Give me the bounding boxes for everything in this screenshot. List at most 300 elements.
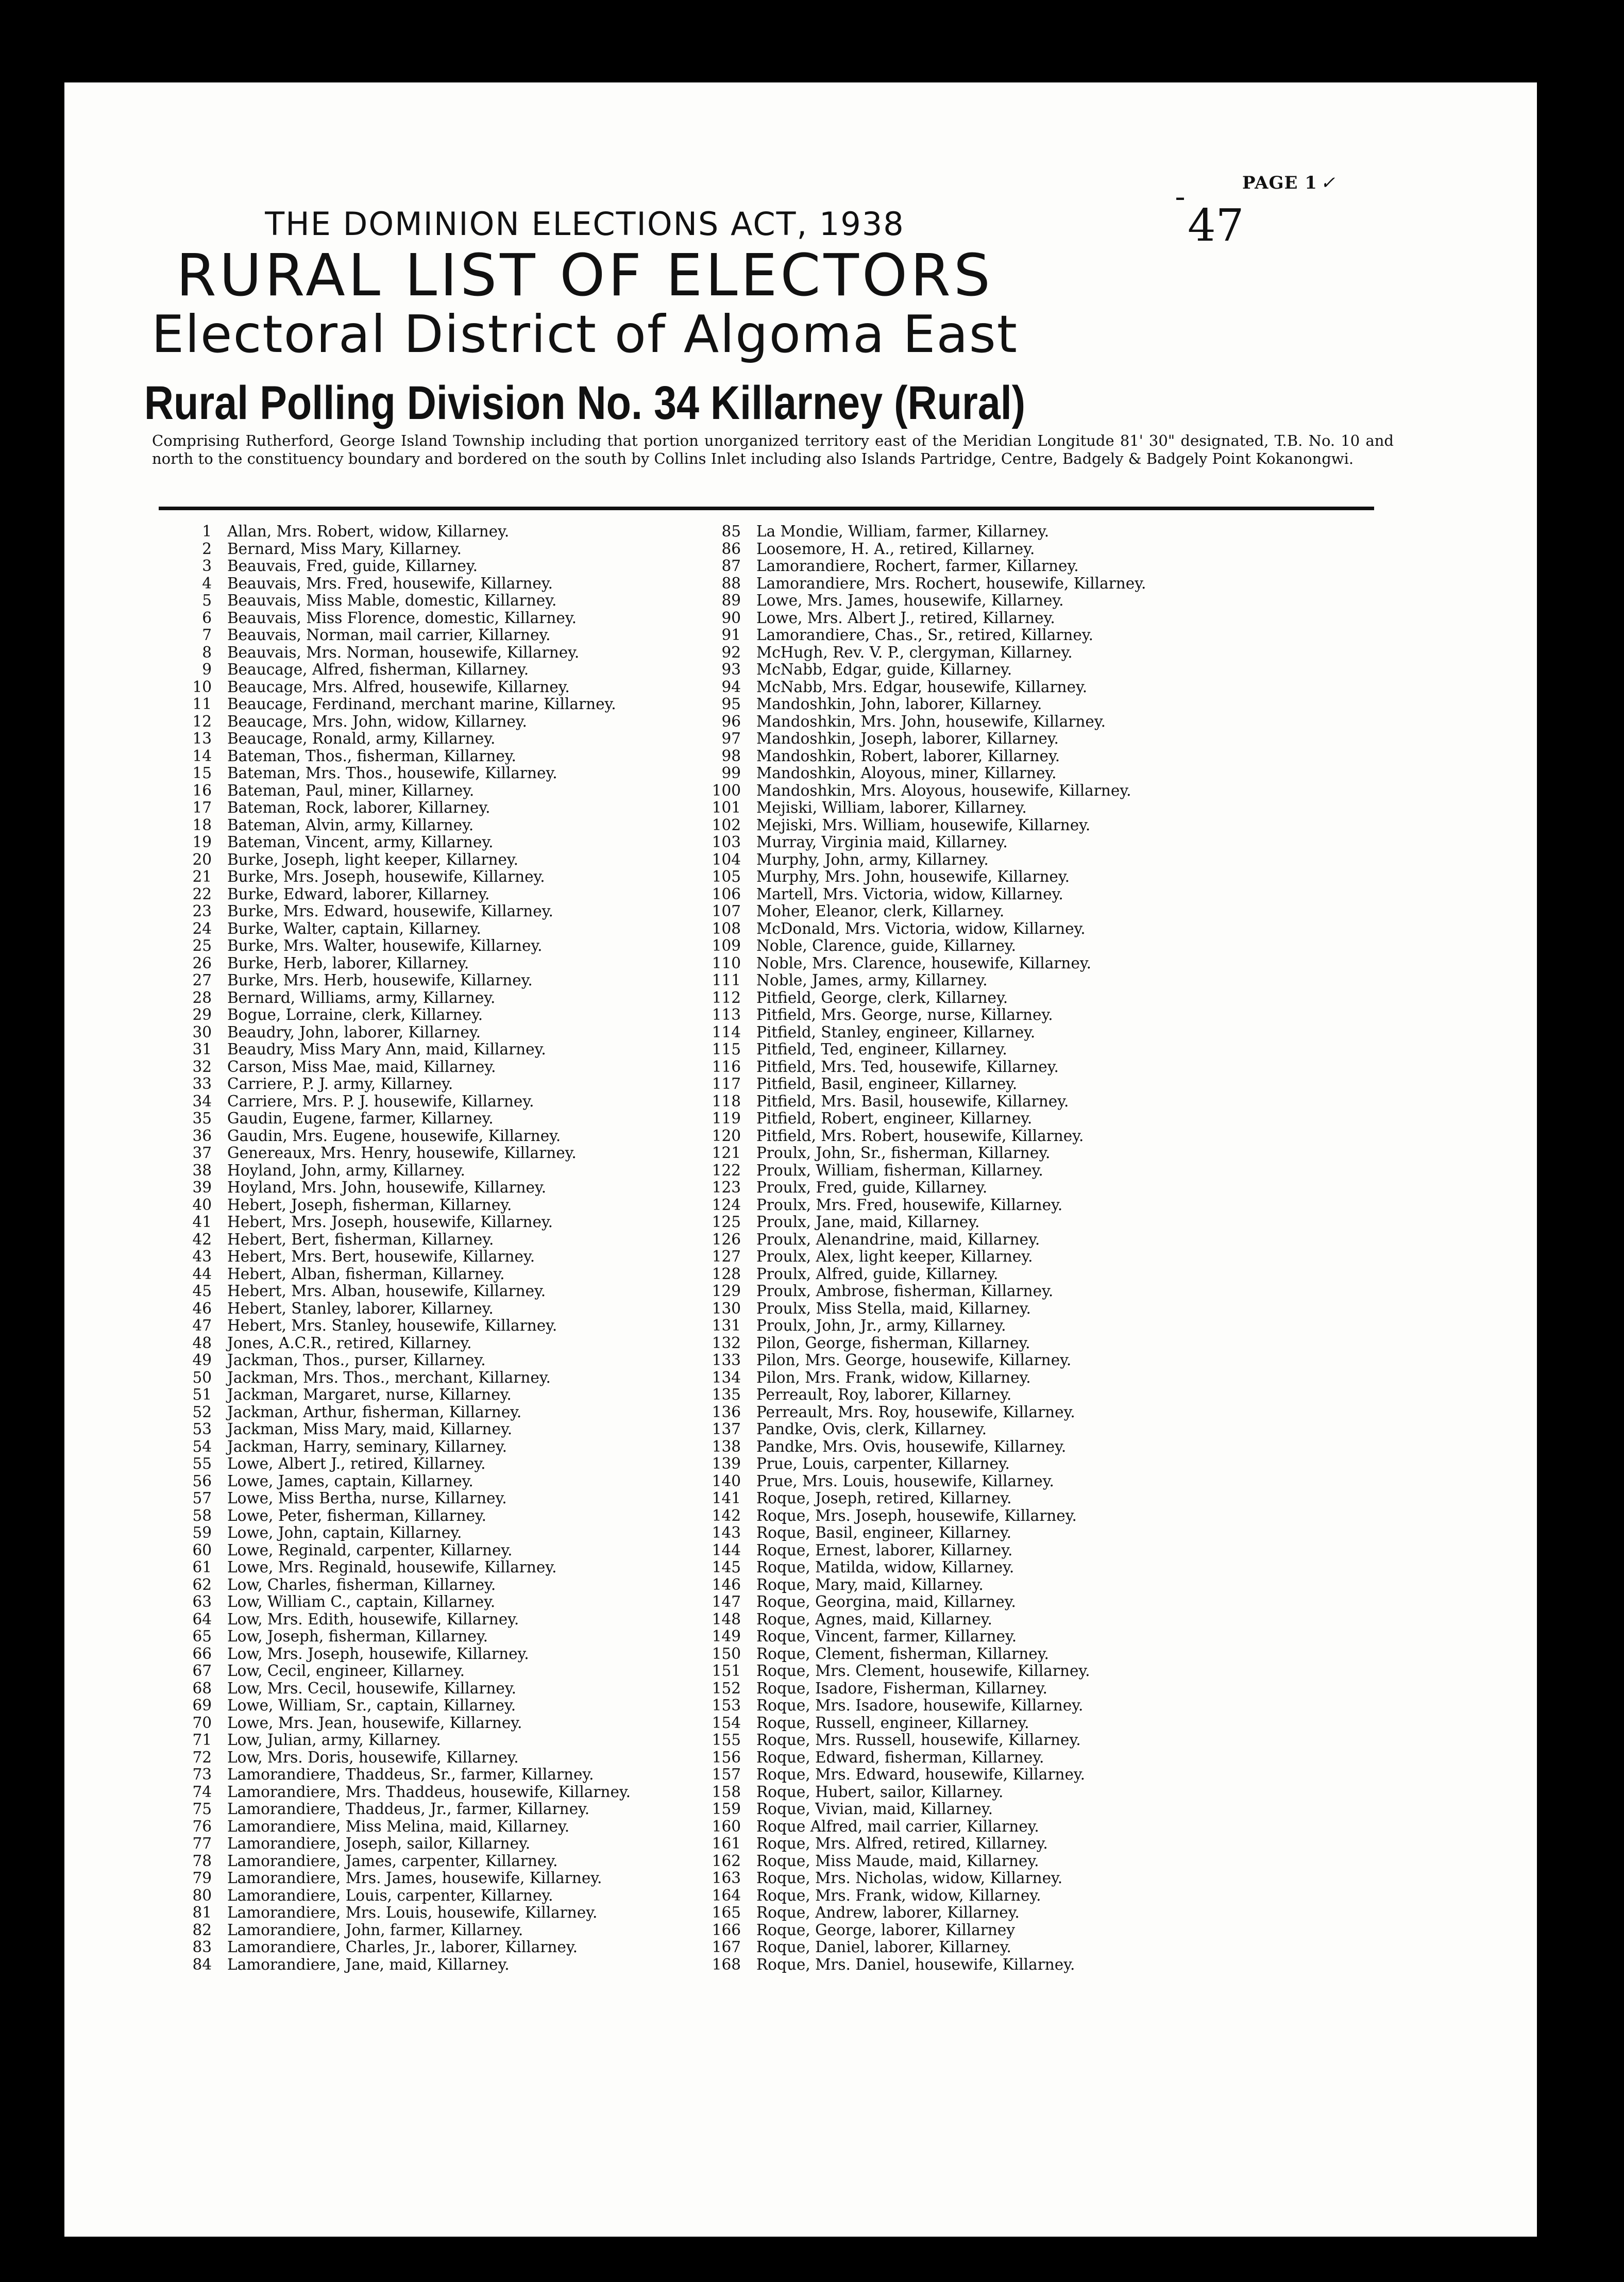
elector-entry [712,902,1146,920]
elector-number: 30 [192,1023,212,1041]
elector-entry [202,540,631,558]
elector-entry [192,1351,631,1369]
elector-number: 15 [192,764,212,782]
elector-entry [712,1092,1146,1111]
list-title: RURAL LIST OF ELECTORS [176,242,994,309]
elector-entry [712,971,1146,989]
elector-number: 17 [192,799,212,816]
elector-entry [192,1075,631,1093]
elector-entry [712,1161,1146,1180]
elector-entry [192,1437,631,1456]
elector-number: 70 [192,1714,212,1732]
elector-name: Hebert, Mrs. Stanley, housewife, Killarney. [227,1317,557,1334]
division-description: Comprising Rutherford, George Island Township including that portion unorganized territory east of the Meridian Longitude 81' 30" designated, T.B. No. 10 and north to the constituency boundary and bordered on the south by Collins Inlet including also Islands Partridge, Centre, Badgely & Badgely Point Kokanongwi. [152,432,1394,467]
elector-name: La Mondie, William, farmer, Killarney. [756,523,1050,540]
elector-number: 14 [192,747,212,765]
elector-name: Low, Joseph, fisherman, Killarney. [227,1627,488,1645]
elector-name: Burke, Edward, laborer, Killarney. [227,885,490,903]
elector-name: Low, Mrs. Joseph, housewife, Killarney. [227,1645,529,1663]
document-page [64,82,1537,2237]
elector-name: Carson, Miss Mae, maid, Killarney. [227,1058,496,1076]
elector-name: Genereaux, Mrs. Henry, housewife, Killarney. [227,1144,577,1162]
elector-entry [192,1697,631,1715]
elector-number: 32 [192,1058,212,1076]
elector-number: 51 [192,1386,212,1403]
elector-entry [192,1179,631,1197]
elector-entry [712,1455,1146,1473]
elector-name: Beaucage, Ferdinand, merchant marine, Killarney. [227,695,616,713]
elector-name: Proulx, Ambrose, fisherman, Killarney. [756,1282,1054,1300]
elector-entry [202,557,631,575]
elector-number: 45 [192,1282,212,1300]
elector-entry [712,1766,1146,1784]
elector-number: 152 [712,1679,741,1697]
elector-number: 4 [202,574,212,592]
elector-number: 150 [712,1645,741,1663]
elector-number: 21 [192,868,212,885]
elector-name: Pandke, Ovis, clerk, Killarney. [756,1420,987,1438]
elector-number: 79 [192,1869,212,1887]
elector-entry [712,1886,1146,1905]
elector-entry [192,1748,631,1767]
elector-name: Low, Mrs. Doris, housewife, Killarney. [227,1748,519,1766]
elector-name: Roque, Vincent, farmer, Killarney. [756,1627,1017,1645]
elector-name: Mandoshkin, Mrs. Aloyous, housewife, Killarney. [756,781,1131,799]
elector-entry [712,1334,1146,1352]
elector-name: Hebert, Mrs. Bert, housewife, Killarney. [227,1248,535,1265]
elector-name: Gaudin, Mrs. Eugene, housewife, Killarney. [227,1127,561,1145]
elector-entry [192,868,631,886]
elector-number: 159 [712,1800,741,1818]
elector-name: Pitfield, Mrs. Ted, housewife, Killarney. [756,1058,1059,1076]
elector-name: Roque, Agnes, maid, Killarney. [756,1610,992,1628]
elector-entry [721,557,1146,575]
elector-name: Pitfield, Robert, engineer, Killarney. [756,1110,1033,1127]
elector-entry [712,1058,1146,1076]
elector-number: 127 [712,1248,741,1265]
elector-name: Lowe, John, captain, Killarney. [227,1524,462,1541]
elector-number: 163 [712,1869,741,1887]
elector-name: Bateman, Alvin, army, Killarney. [227,816,474,834]
elector-number: 162 [712,1852,741,1870]
elector-name: Hebert, Mrs. Joseph, housewife, Killarney. [227,1213,553,1231]
elector-name: Beauvais, Mrs. Norman, housewife, Killarney. [227,643,580,661]
elector-entry [192,850,631,869]
elector-entry [721,643,1146,662]
elector-number: 2 [202,540,212,558]
elector-number: 95 [721,695,741,713]
elector-name: Lamorandiere, Mrs. James, housewife, Killarney. [227,1869,602,1887]
elector-number: 155 [712,1731,741,1749]
elector-entry [192,1714,631,1732]
elector-number: 85 [721,523,741,540]
elector-entry [721,747,1146,765]
elector-name: Roque Alfred, mail carrier, Killarney. [756,1817,1039,1835]
elector-name: Prue, Mrs. Louis, housewife, Killarney. [756,1472,1054,1490]
elector-entry [192,1886,631,1905]
elector-name: Hoyland, John, army, Killarney. [227,1161,465,1179]
elector-entry [712,1248,1146,1266]
elector-entry [192,1766,631,1784]
elector-name: Beauvais, Miss Florence, domestic, Killarney. [227,609,577,627]
elector-number: 121 [712,1144,741,1162]
elector-entry [192,1420,631,1438]
elector-name: Lowe, Peter, fisherman, Killarney. [227,1506,487,1524]
elector-name: Low, William C., captain, Killarney. [227,1593,496,1610]
elector-name: Lamorandiere, Thaddeus, Sr., farmer, Killarney. [227,1766,594,1783]
elector-name: McNabb, Mrs. Edgar, housewife, Killarney. [756,678,1088,696]
elector-entry [192,695,631,713]
elector-name: Roque, Daniel, laborer, Killarney. [756,1938,1011,1956]
elector-entry [712,1230,1146,1249]
elector-entry [712,988,1146,1007]
elector-name: Roque, Joseph, retired, Killarney. [756,1489,1012,1507]
divider-rule [159,507,1374,510]
elector-number: 168 [712,1955,741,1973]
elector-number: 101 [712,799,741,816]
elector-name: Lowe, Miss Bertha, nurse, Killarney. [227,1489,507,1507]
elector-entry [202,592,631,610]
elector-name: Moher, Eleanor, clerk, Killarney. [756,902,1005,920]
elector-entry [712,1110,1146,1128]
elector-name: Beaucage, Mrs. Alfred, housewife, Killarney. [227,678,570,696]
elector-number: 48 [192,1334,212,1352]
elector-number: 33 [192,1075,212,1093]
elector-number: 38 [192,1161,212,1179]
elector-entry [712,1697,1146,1715]
elector-number: 74 [192,1783,212,1801]
elector-name: Roque, Mrs. Alfred, retired, Killarney. [756,1835,1048,1852]
elector-name: Beauvais, Fred, guide, Killarney. [227,557,478,575]
elector-number: 1 [202,523,212,540]
elector-number: 102 [712,816,741,834]
elector-number: 75 [192,1800,212,1818]
elector-entry [721,661,1146,679]
elector-entry [192,1938,631,1956]
elector-number: 81 [192,1904,212,1921]
elector-name: Jackman, Mrs. Thos., merchant, Killarney. [227,1368,551,1386]
elector-number: 60 [192,1541,212,1559]
elector-entry [192,678,631,696]
elector-number: 7 [202,626,212,644]
elector-number: 148 [712,1610,741,1628]
elector-entry [192,1817,631,1836]
elector-entry [192,1835,631,1853]
elector-number: 16 [192,781,212,799]
elector-number: 13 [192,730,212,747]
elector-name: Jackman, Thos., purser, Killarney. [227,1351,486,1369]
elector-name: Roque, Edward, fisherman, Killarney. [756,1748,1044,1766]
elector-name: Proulx, Mrs. Fred, housewife, Killarney. [756,1196,1063,1214]
elector-entry [712,1610,1146,1629]
elector-number: 146 [712,1575,741,1593]
elector-name: Bateman, Thos., fisherman, Killarney. [227,747,516,765]
elector-number: 88 [721,574,741,592]
elector-name: Low, Charles, fisherman, Killarney. [227,1575,496,1593]
elector-name: McNabb, Edgar, guide, Killarney. [756,661,1012,678]
elector-number: 131 [712,1317,741,1334]
elector-name: Prue, Louis, carpenter, Killarney. [756,1455,1010,1472]
elector-name: Mejiski, Mrs. William, housewife, Killarney. [756,816,1091,834]
elector-entry [192,1334,631,1352]
elector-entry [712,1904,1146,1922]
elector-entry [721,695,1146,713]
elector-number: 77 [192,1835,212,1852]
elector-entry [192,937,631,955]
page-number-label: PAGE 1 ✓ [1242,173,1336,193]
elector-entry [712,1075,1146,1093]
elector-name: Lowe, William, Sr., captain, Killarney. [227,1697,516,1714]
elector-name: Low, Cecil, engineer, Killarney. [227,1662,465,1680]
elector-entry [712,816,1146,834]
elector-number: 61 [192,1558,212,1576]
elector-number: 50 [192,1368,212,1386]
elector-name: Roque, Georgina, maid, Killarney. [756,1593,1016,1610]
elector-entry [192,1386,631,1404]
elector-entry [712,1558,1146,1576]
elector-number: 106 [712,885,741,903]
elector-entry [721,730,1146,748]
elector-entry [721,764,1146,782]
elector-entry [712,1731,1146,1749]
elector-entry [192,1852,631,1870]
elector-name: Bateman, Paul, miner, Killarney. [227,781,475,799]
elector-entry [192,1265,631,1283]
elector-entry [712,1541,1146,1559]
elector-number: 92 [721,643,741,661]
elector-entry [712,1179,1146,1197]
elector-name: McDonald, Mrs. Victoria, widow, Killarney. [756,919,1086,937]
elector-number: 20 [192,850,212,868]
elector-name: Lamorandiere, Rochert, farmer, Killarney. [756,557,1079,575]
elector-entry [712,799,1146,817]
elector-entry [712,1955,1146,1974]
elector-number: 96 [721,712,741,730]
elector-name: Pitfield, Mrs. Robert, housewife, Killarney. [756,1127,1084,1145]
elector-entry [192,971,631,989]
elector-number: 56 [192,1472,212,1490]
elector-name: Beauvais, Mrs. Fred, housewife, Killarney. [227,574,553,592]
elector-name: Jackman, Margaret, nurse, Killarney. [227,1386,512,1403]
elector-name: Burke, Mrs. Edward, housewife, Killarney. [227,902,553,920]
elector-entry [202,523,631,541]
elector-entry [712,1386,1146,1404]
elector-number: 118 [712,1092,741,1110]
elector-name: Noble, Clarence, guide, Killarney. [756,937,1017,954]
elector-entry [712,781,1146,800]
elector-number: 115 [712,1041,741,1058]
elector-number: 37 [192,1144,212,1162]
elector-name: Low, Mrs. Edith, housewife, Killarney. [227,1610,519,1628]
elector-name: Roque, Mrs. Daniel, housewife, Killarney. [756,1955,1075,1973]
elector-entry [202,574,631,593]
elector-number: 76 [192,1817,212,1835]
elector-number: 63 [192,1593,212,1610]
elector-entry [192,919,631,938]
elector-name: Lamorandiere, Miss Melina, maid, Killarney. [227,1817,570,1835]
elector-entry [712,1127,1146,1145]
elector-number: 42 [192,1230,212,1248]
elector-name: Lamorandiere, Jane, maid, Killarney. [227,1955,510,1973]
elector-entry [202,643,631,662]
elector-number: 73 [192,1766,212,1783]
elector-number: 35 [192,1110,212,1127]
elector-name: Pilon, George, fisherman, Killarney. [756,1334,1030,1352]
district-heading: Electoral District of Algoma East [151,304,1019,364]
elector-name: Roque, Basil, engineer, Killarney. [756,1524,1012,1541]
elector-name: Murphy, Mrs. John, housewife, Killarney. [756,868,1070,885]
elector-number: 104 [712,850,741,868]
elector-name: Perreault, Roy, laborer, Killarney. [756,1386,1012,1403]
elector-number: 107 [712,902,741,920]
elector-number: 24 [192,919,212,937]
elector-entry [712,1714,1146,1732]
elector-number: 119 [712,1110,741,1127]
elector-number: 112 [712,988,741,1006]
elector-name: Lowe, Mrs. Reginald, housewife, Killarney. [227,1558,557,1576]
elector-name: Allan, Mrs. Robert, widow, Killarney. [227,523,510,540]
elector-name: Burke, Walter, captain, Killarney. [227,919,481,937]
elector-name: Lamorandiere, James, carpenter, Killarney. [227,1852,558,1870]
elector-name: Pitfield, Mrs. Basil, housewife, Killarney. [756,1092,1069,1110]
elector-entry [192,1092,631,1111]
stamp-number: 47 [1188,200,1244,251]
electors-column-left [192,523,631,1973]
elector-entry [192,1869,631,1887]
stamp-dash: – [1175,186,1185,209]
elector-number: 52 [192,1403,212,1421]
elector-name: Pitfield, George, clerk, Killarney. [756,988,1008,1006]
elector-entry [712,1351,1146,1369]
elector-entry [712,1368,1146,1387]
elector-entry [192,1524,631,1542]
elector-name: Roque, Mrs. Isadore, housewife, Killarney. [756,1697,1084,1714]
elector-number: 18 [192,816,212,834]
elector-name: Roque, Mrs. Frank, widow, Killarney. [756,1886,1041,1904]
elector-name: Roque, Matilda, widow, Killarney. [756,1558,1014,1576]
elector-number: 125 [712,1213,741,1231]
elector-number: 26 [192,954,212,972]
elector-entry [712,1645,1146,1663]
elector-entry [192,1593,631,1611]
elector-name: Beauvais, Miss Mable, domestic, Killarney. [227,592,557,609]
elector-number: 97 [721,730,741,747]
elector-name: Pitfield, Basil, engineer, Killarney. [756,1075,1018,1093]
elector-entry [712,868,1146,886]
elector-entry [712,1196,1146,1214]
elector-entry [712,1593,1146,1611]
elector-name: Lowe, James, captain, Killarney. [227,1472,473,1490]
elector-name: Beaudry, John, laborer, Killarney. [227,1023,481,1041]
elector-entry [192,1403,631,1421]
elector-number: 117 [712,1075,741,1093]
elector-number: 144 [712,1541,741,1559]
elector-entry [712,1472,1146,1490]
elector-entry [192,1144,631,1162]
elector-number: 138 [712,1437,741,1455]
elector-number: 3 [202,557,212,575]
elector-entry [192,1731,631,1749]
elector-name: Lamorandiere, John, farmer, Killarney. [227,1921,523,1939]
polling-division-heading: Rural Polling Division No. 34 Killarney (Rural) [144,377,1026,429]
elector-entry [712,1506,1146,1525]
elector-name: Noble, James, army, Killarney. [756,971,988,989]
elector-number: 149 [712,1627,741,1645]
elector-name: Jackman, Harry, seminary, Killarney. [227,1437,507,1455]
elector-name: Low, Mrs. Cecil, housewife, Killarney. [227,1679,517,1697]
elector-number: 67 [192,1662,212,1680]
elector-name: Lowe, Reginald, carpenter, Killarney. [227,1541,513,1559]
elector-entry [712,1869,1146,1887]
elector-entry [721,609,1146,627]
elector-number: 111 [712,971,741,989]
elector-entry [712,1437,1146,1456]
elector-number: 122 [712,1161,741,1179]
elector-number: 166 [712,1921,741,1939]
elector-number: 66 [192,1645,212,1663]
elector-name: Proulx, John, Sr., fisherman, Killarney. [756,1144,1051,1162]
elector-entry [192,1783,631,1801]
elector-entry [712,1265,1146,1283]
elector-name: Lowe, Albert J., retired, Killarney. [227,1455,486,1472]
elector-entry [712,1420,1146,1438]
elector-entry [712,1041,1146,1059]
elector-number: 151 [712,1662,741,1680]
elector-name: Carriere, Mrs. P. J. housewife, Killarney. [227,1092,534,1110]
elector-entry [712,1800,1146,1818]
elector-name: Lamorandiere, Mrs. Rochert, housewife, Killarney. [756,574,1146,592]
elector-name: Noble, Mrs. Clarence, housewife, Killarney. [756,954,1091,972]
elector-number: 154 [712,1714,741,1732]
elector-name: Hebert, Stanley, laborer, Killarney. [227,1299,494,1317]
elector-entry [192,1299,631,1318]
elector-entry [712,1144,1146,1162]
elector-entry [721,523,1146,541]
elector-number: 130 [712,1299,741,1317]
elector-name: Bateman, Vincent, army, Killarney. [227,833,494,851]
elector-entry [712,1317,1146,1335]
elector-entry [192,1921,631,1939]
elector-name: Roque, Andrew, laborer, Killarney. [756,1904,1020,1921]
elector-entry [192,1127,631,1145]
elector-entry [712,885,1146,903]
elector-number: 29 [192,1006,212,1023]
elector-name: Hoyland, Mrs. John, housewife, Killarney. [227,1179,547,1196]
elector-number: 105 [712,868,741,885]
elector-name: Lamorandiere, Joseph, sailor, Killarney. [227,1835,531,1852]
elector-name: Pitfield, Ted, engineer, Killarney. [756,1041,1007,1058]
elector-number: 82 [192,1921,212,1939]
elector-entry [192,730,631,748]
elector-entry [192,1800,631,1818]
elector-name: Roque, Ernest, laborer, Killarney. [756,1541,1013,1559]
elector-entry [192,1904,631,1922]
elector-name: Lamorandiere, Mrs. Louis, housewife, Killarney. [227,1904,598,1921]
elector-entry [192,1368,631,1387]
elector-entry [192,799,631,817]
elector-name: Lowe, Mrs. James, housewife, Killarney. [756,592,1064,609]
elector-number: 113 [712,1006,741,1023]
elector-name: Mandoshkin, Aloyous, miner, Killarney. [756,764,1057,782]
elector-entry [192,1196,631,1214]
elector-name: McHugh, Rev. V. P., clergyman, Killarney. [756,643,1073,661]
elector-name: Beaucage, Mrs. John, widow, Killarney. [227,712,527,730]
elector-name: Mandoshkin, John, laborer, Killarney. [756,695,1042,713]
elector-number: 43 [192,1248,212,1265]
elector-entry [192,1317,631,1335]
elector-number: 93 [721,661,741,678]
elector-name: Burke, Joseph, light keeper, Killarney. [227,850,519,868]
